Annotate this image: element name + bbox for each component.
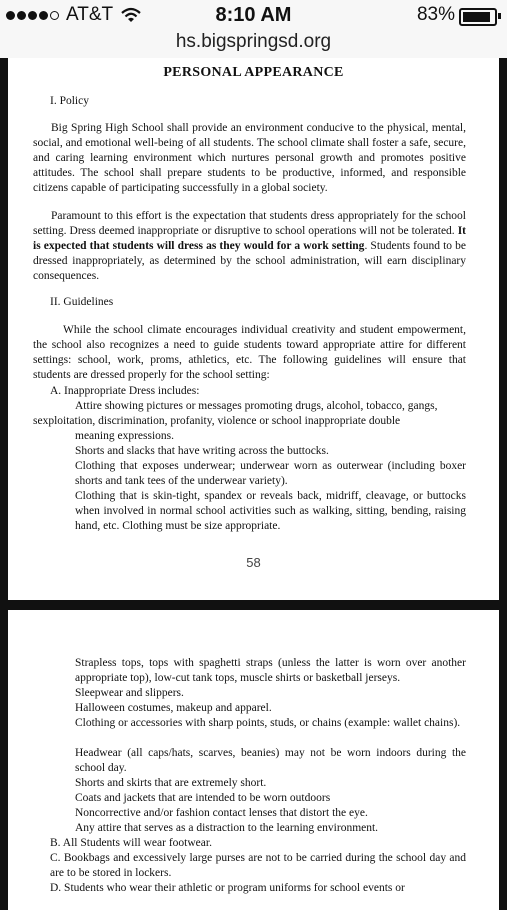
policy-paragraph-1: Big Spring High School shall provide an environment conducive to the physical, mental, social, and emotional well-being of all students. The school climate shall foster a safe, secure, and caring learning environment which nurtures personal growth and promotes positive attitudes. The school shall prepare students to be productive, informed, and responsible citizens capable of participating successfully in a global society. [33, 122, 466, 194]
list-item: Coats and jackets that are intended to be worn outdoors [75, 792, 331, 804]
section-a-heading: A. Inappropriate Dress includes: [50, 385, 200, 397]
clock: 8:10 AM [215, 4, 292, 26]
list-item: Headwear (all caps/hats, scarves, beanies) may not be worn indoors during the school day. [75, 747, 466, 774]
list-item: Shorts and slacks that have writing across the buttocks. [75, 445, 329, 457]
status-bar [0, 0, 507, 30]
section-d: D. Students who wear their athletic or program uniforms for school events or [50, 882, 405, 894]
policy-heading: I. Policy [50, 95, 89, 107]
right-margin [499, 58, 507, 910]
guidelines-paragraph: While the school climate encourages individual creativity and student empowerment, the school also recognizes a need to guide students toward appropriate attire for different settings: school, work, proms, athletics, etc. The following guidelines will ensure that students are dressed properly for the school setting: [33, 324, 466, 381]
policy-paragraph-2: Paramount to this effort is the expectation that students dress appropriately for the school setting. Dress deemed inappropriate or disruptive to school operations will not be tolerated. It is expected that students will dress as they would for a work setting. Students found to be dressed inappropriately, as determined by the school administration, will earn disciplinary consequences. [33, 210, 466, 282]
list-item: sexploitation, discrimination, profanity, violence or school inappropriate double [33, 415, 401, 427]
address-bar[interactable] [0, 30, 507, 59]
list-item: Shorts and skirts that are extremely short. [75, 777, 267, 789]
list-item: Attire showing pictures or messages promoting drugs, alcohol, tobacco, gangs, [75, 400, 438, 412]
list-item: Clothing or accessories with sharp points, studs, or chains (example: wallet chains). [75, 717, 461, 729]
list-item: Any attire that serves as a distraction to the learning environment. [75, 822, 379, 834]
battery-percent: 83% [416, 4, 455, 25]
carrier-name: AT&T [66, 4, 114, 25]
document-page-59 [8, 610, 499, 900]
list-item: Noncorrective and/or fashion contact lenses that distort the eye. [75, 807, 368, 819]
list-item: meaning expressions. [75, 430, 175, 442]
page-number: 58 [246, 555, 261, 570]
list-item: Sleepwear and slippers. [75, 687, 184, 699]
section-b: B. All Students will wear footwear. [50, 837, 212, 849]
list-item: Clothing that exposes underwear; underwear worn as outerwear (including boxer shorts and tank tees of the underwear variety). [75, 460, 466, 487]
guidelines-heading: II. Guidelines [50, 296, 114, 308]
page-title: PERSONAL APPEARANCE [163, 65, 344, 80]
url-text: hs.bigspringsd.org [175, 31, 332, 52]
list-item: Strapless tops, tops with spaghetti straps (unless the latter is worn over another appropriate top), low-cut tank tops, muscle shirts or basketball jerseys. [75, 657, 466, 684]
section-c: C. Bookbags and excessively large purses are not to be carried during the school day and are to be stored in lockers. [50, 852, 466, 879]
list-item: Clothing that is skin-tight, spandex or reveals back, midriff, cleavage, or buttocks when involved in normal school activities such as walking, sitting, bending, raising hand, etc. Clothing must be size appropriate. [75, 490, 466, 532]
battery-icon [459, 8, 497, 26]
document-page-58 [8, 58, 499, 600]
list-item: Halloween costumes, makeup and apparel. [75, 702, 272, 714]
left-margin [0, 58, 8, 910]
page-separator [0, 600, 507, 610]
